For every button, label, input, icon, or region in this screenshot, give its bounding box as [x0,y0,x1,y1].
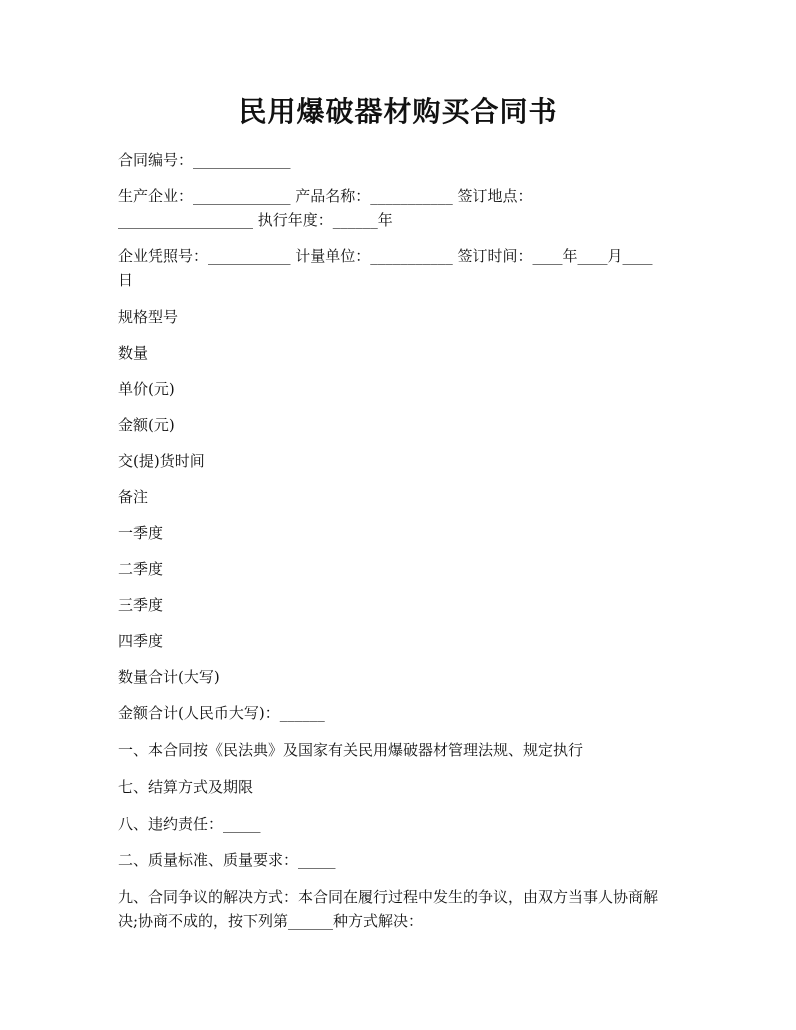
clause-1: 一、本合同按《民法典》及国家有关民用爆破器材管理法规、规定执行 [118,741,584,759]
unit-price-label: 单价(元) [118,380,175,398]
amount-total-line: 金额合计(人民币大写)：______ [118,704,325,722]
quantity-total-label: 数量合计(大写) [118,668,220,686]
remarks-label: 备注 [118,488,149,506]
quarter-4-label: 四季度 [118,632,164,650]
delivery-time-label: 交(提)货时间 [118,452,205,470]
clause-7: 七、结算方式及期限 [118,778,254,796]
date-day-line: 日 [118,271,134,289]
document-title: 民用爆破器材购买合同书 [238,95,558,128]
clause-9-line-2: 决;协商不成的，按下列第______种方式解决： [118,912,424,930]
amount-label: 金额(元) [118,416,175,434]
clause-2: 二、质量标准、质量要求：_____ [118,851,336,869]
quarter-1-label: 一季度 [118,524,164,542]
clause-9-line-1: 九、合同争议的解决方式：本合同在履行过程中发生的争议，由双方当事人协商解 [118,888,659,906]
quantity-label: 数量 [118,344,149,362]
quarter-3-label: 三季度 [118,596,164,614]
place-year-line: __________________ 执行年度：______年 [118,211,393,229]
quarter-2-label: 二季度 [118,560,164,578]
license-unit-date-line: 企业凭照号：___________ 计量单位：___________ 签订时间：____年____月____ [118,247,653,265]
producer-product-place-line: 生产企业：_____________ 产品名称：___________ 签订地点： [118,187,533,205]
clause-8: 八、违约责任：_____ [118,815,261,833]
contract-number-line: 合同编号：_____________ [118,151,291,169]
spec-model-label: 规格型号 [118,308,179,326]
